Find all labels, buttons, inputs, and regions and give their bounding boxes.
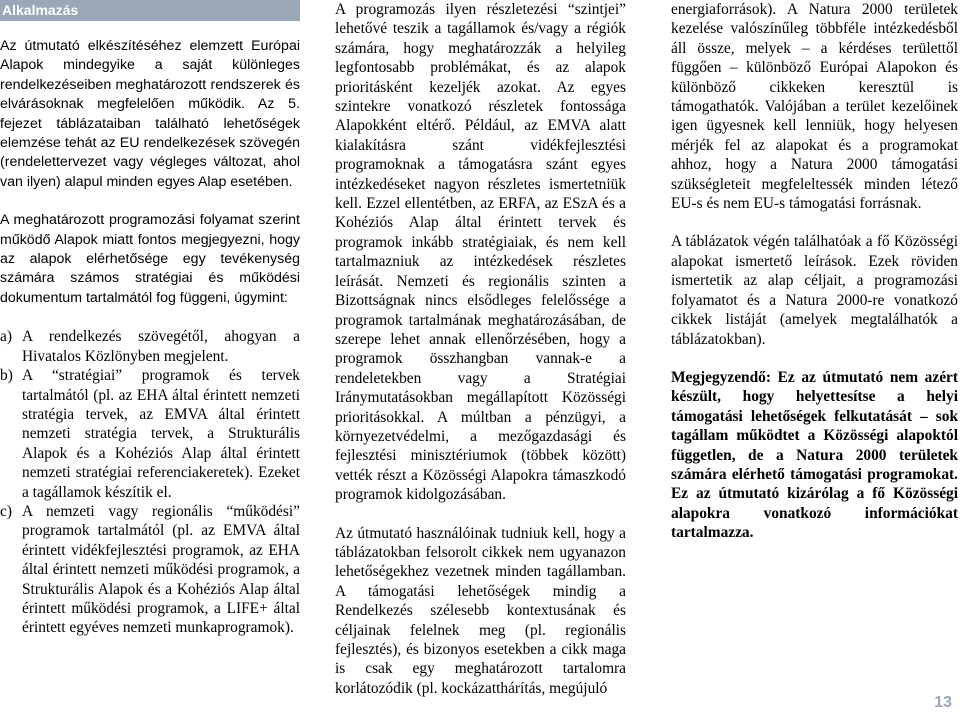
tables-paragraph: A táblázatok végén találhatóak a fő Közösségi alapokat ismertető leírások. Ezek röviden ismertetik az alap céljait, a programozási folyamatot és a Natura 2000-re vonatkozó cikkek listáját (amelyek megtalálhatók a táblázatokban).: [671, 233, 958, 348]
column-left: [0, 0, 300, 638]
page-number: 13: [934, 694, 952, 711]
programming-paragraph: A meghatározott programozási folyamat szerint működő Alapok miatt fontos megjegyezni, hogy az alapok elérhetősége egy tevékenység számára számos stratégiai és működési dokumentum tartalmától fog függeni, úgymint:: [0, 212, 300, 306]
section-title: Alkalmazás: [0, 0, 300, 21]
list-item-text: A nemzeti vagy regionális “működési” programok tartalmától (pl. az EMVA által érintett vidékfejlesztési programok, az EHA által érintett nemzeti működési programok, a Strukturális Alapok és a Kohéziós Alap által érintett működési programok, a LIFE+ által érintett egyéves nemzeti munkaprogramok).: [22, 502, 300, 637]
document-list: [0, 327, 300, 638]
list-item: [0, 366, 300, 502]
list-marker: b): [0, 367, 13, 385]
note-paragraph: Megjegyzendő: Ez az útmutató nem azért készült, hogy helyettesítse a helyi támogatási lehetőségek felkutatását – sok tagállam működtet a Közösségi alapoktól független, de a Natura 2000 területek számára elérhető támogatási programokat. Ez az útmutató kizárólag a fő Közösségi alapokra vonatkozó információkat tartalmazza.: [671, 368, 958, 542]
list-item: [0, 502, 300, 638]
list-item: [0, 327, 300, 366]
programming-levels-paragraph: A programozás ilyen részletezési “szintjei” lehetővé teszik a tagállamok és/vagy a régiók számára, hogy meghatározzák a helyileg legfontosabb problémákat, és az alapok prioritásként kezeljék azokat. Az egyes szintekre vonatkozó részletek fontossága Alapokként eltérő. Például, az EMVA alatt kialakításra szánt vidékfejlesztési programoknak a támogatásra szánt egyes intézkedéseket nagyon részletes ismertetniük kell. Ezzel ellentétben, az ERFA, az ESzA és a Kohéziós Alap által érintett tervek és programok inkább stratégiaiak, és nem kell tartalmazniuk az intézkedések részletes leírását. Nemzeti és regionális szinten a Bizottságnak nincs elsődleges felelőssége a programok tartalmának meghatározásában, de szerepe lehet annak ellenőrzésében, hogy a programok összhangban vannak-e a rendeletekben vagy a Stratégiai Iránymutatásokban megállapított Közösségi prioritásokkal. A múltban a pénzügyi, a környezetvédelmi, a mezőgazdasági és fejlesztési minisztériumok (többek között) vették részt a Közösségi Alapokra támaszkodó programok kidolgozásában.: [335, 1, 626, 504]
list-item-text: A “stratégiai” programok és tervek tartalmától (pl. az EHA által érintett nemzeti stratégia tervek, az EMVA által érintett nemzeti stratégia tervek, a Strukturális Alapok és a Kohéziós Alap által érintett nemzeti stratégiai referenciakeretek). Ezeket a tagállamok készítik el.: [22, 367, 300, 501]
natura-paragraph: energiaforrások). A Natura 2000 területek kezelése valószínűleg többféle intézkedésből áll össze, melyek – a kérdéses területtől függően – különböző Európai Alapokon és különböző cikkeken keresztül is támogathatók. Valójában a terület kezelőinek igen ügyesnek kell lenniük, hogy helyesen mérjék fel az alapokat és a programokat ahhoz, hogy a Natura 2000 támogatási szükségleteit megfeleltessék minden létező EU-s és nem EU-s támogatási forrásnak.: [671, 1, 958, 213]
list-item-text: A rendelkezés szövegétől, ahogyan a Hivatalos Közlönyben megjelent.: [22, 328, 300, 365]
intro-paragraph: Az útmutató elkészítéséhez elemzett Európai Alapok mindegyike a saját különleges rendelkezéseiben meghatározott rendszerek és elvárásoknak megfelelően működik. Az 5. fejezet táblázataiban található lehetőségek elemzése tehát az EU rendelkezések szövegén (rendelettervezet vagy végleges változat, ahol van ilyen) alapul minden egyes Alap esetében.: [0, 38, 300, 190]
column-middle: [335, 0, 626, 698]
list-marker: c): [0, 502, 12, 520]
column-right: [671, 0, 958, 543]
list-marker: a): [0, 328, 12, 346]
users-paragraph: Az útmutató használóinak tudniuk kell, hogy a táblázatokban felsorolt cikkek nem ugyanazon lehetőségekhez vezetnek minden tagállamban. A támogatási lehetőségek mindig a Rendelkezés szélesebb kontextusának és céljainak felelnek meg (pl. regionális fejlesztés), és bizonyos esetekben a cikk maga is csak egy meghatározott tartalomra korlátozódik (pl. kockázatthárítás, megújuló: [335, 524, 626, 697]
